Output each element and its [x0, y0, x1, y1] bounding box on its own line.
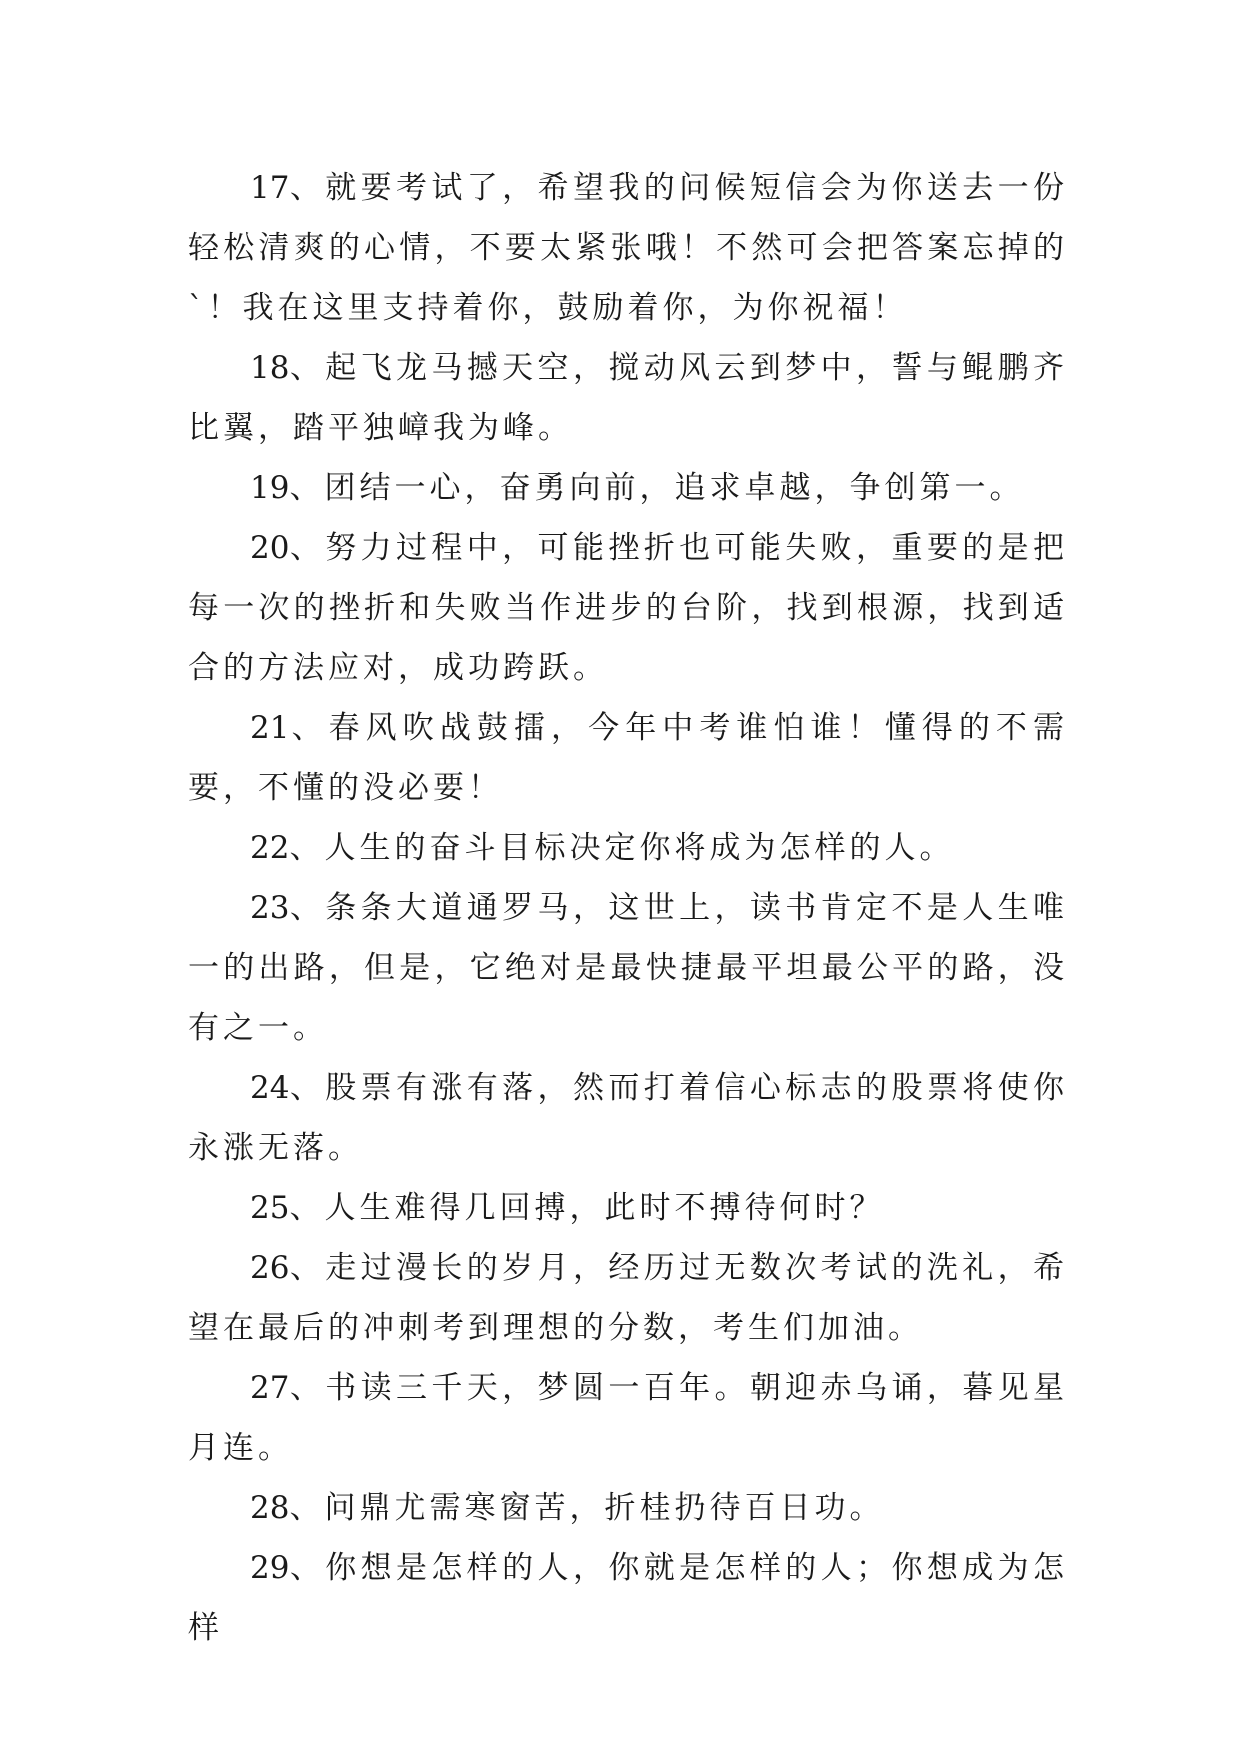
paragraph-29 — [188, 1538, 1068, 1658]
paragraph-20 — [188, 518, 1068, 698]
item-number: 17 — [250, 170, 290, 206]
paragraph-text: 、起飞龙马撼天空，搅动风云到梦中，誓与鲲鹏齐比翼，踏平独嶂我为峰。 — [188, 350, 1068, 446]
item-number: 26 — [250, 1250, 290, 1286]
item-number: 24 — [250, 1070, 290, 1106]
paragraph-text: 、努力过程中，可能挫折也可能失败，重要的是把每一次的挫折和失败当作进步的台阶，找到根源，找到适合的方法应对，成功跨跃。 — [188, 530, 1068, 686]
paragraph-22 — [188, 818, 1068, 878]
paragraph-18 — [188, 338, 1068, 458]
paragraph-26 — [188, 1238, 1068, 1358]
item-number: 21 — [250, 710, 290, 746]
paragraph-text: 、你想是怎样的人，你就是怎样的人；你想成为怎样 — [188, 1550, 1068, 1646]
item-number: 22 — [250, 830, 290, 866]
item-number: 27 — [250, 1370, 290, 1406]
item-number: 25 — [250, 1190, 290, 1226]
paragraph-text: 、团结一心，奋勇向前，追求卓越，争创第一。 — [289, 470, 1025, 506]
item-number: 19 — [250, 470, 290, 506]
item-number: 29 — [250, 1550, 290, 1586]
paragraph-text: 、人生的奋斗目标决定你将成为怎样的人。 — [289, 830, 955, 866]
item-number: 18 — [250, 350, 290, 386]
paragraph-text: 、书读三千天，梦圆一百年。朝迎赤乌诵，暮见星月连。 — [188, 1370, 1068, 1466]
paragraph-27 — [188, 1358, 1068, 1478]
paragraph-text: 、股票有涨有落，然而打着信心标志的股票将使你永涨无落。 — [188, 1070, 1068, 1166]
paragraph-19 — [188, 458, 1068, 518]
paragraph-23 — [188, 878, 1068, 1058]
paragraph-text: 、春风吹战鼓擂，今年中考谁怕谁！懂得的不需要，不懂的没必要！ — [188, 710, 1068, 806]
document-body — [188, 158, 1068, 1658]
paragraph-text: 、条条大道通罗马，这世上，读书肯定不是人生唯一的出路，但是，它绝对是最快捷最平坦最公平的路，没有之一。 — [188, 890, 1068, 1046]
paragraph-25 — [188, 1178, 1068, 1238]
item-number: 20 — [250, 530, 290, 566]
item-number: 23 — [250, 890, 290, 926]
paragraph-17 — [188, 158, 1068, 338]
paragraph-text: 、问鼎尤需寒窗苦，折桂扔待百日功。 — [289, 1490, 885, 1526]
paragraph-text: 、就要考试了，希望我的问候短信会为你送去一份轻松清爽的心情，不要太紧张哦！不然可会把答案忘掉的`！我在这里支持着你，鼓励着你，为你祝福！ — [188, 170, 1068, 326]
paragraph-21 — [188, 698, 1068, 818]
paragraph-text: 、人生难得几回搏，此时不搏待何时？ — [289, 1190, 885, 1226]
paragraph-28 — [188, 1478, 1068, 1538]
paragraph-24 — [188, 1058, 1068, 1178]
item-number: 28 — [250, 1490, 290, 1526]
paragraph-text: 、走过漫长的岁月，经历过无数次考试的洗礼，希望在最后的冲刺考到理想的分数，考生们加油。 — [188, 1250, 1068, 1346]
